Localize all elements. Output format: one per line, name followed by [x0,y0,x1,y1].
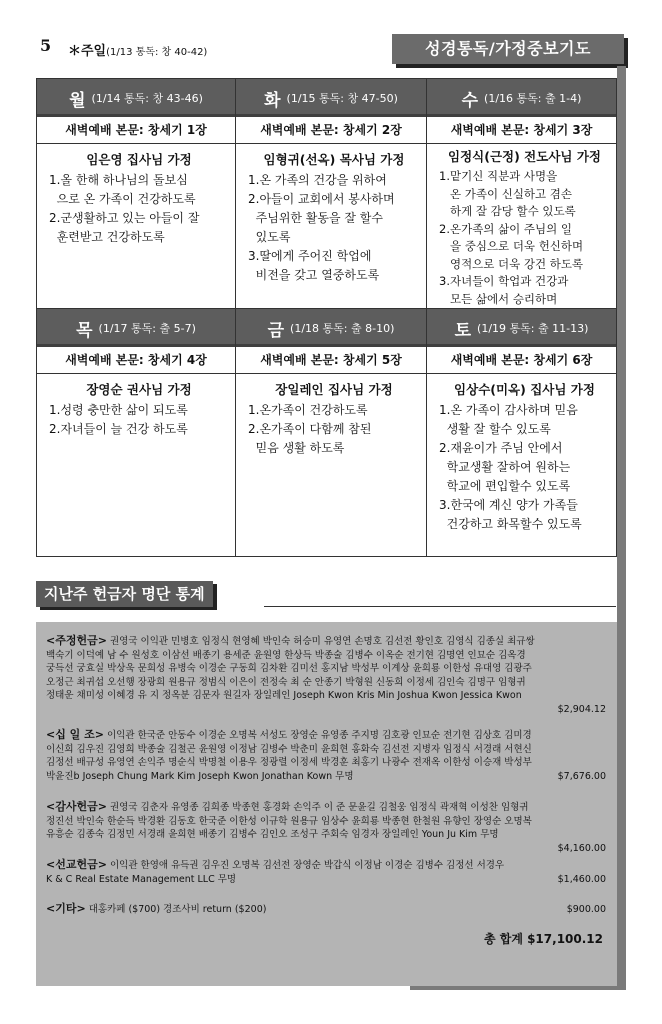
offering-section-title: 지난주 헌금자 명단 통계 [36,581,213,607]
day-reading: (1/17 통독: 출 5-7) [98,322,196,335]
prayer-item: 으로 온 가족이 건강하도록 [49,192,196,206]
prayer-item: 2.온가족의 삶이 주님의 일 [439,221,573,236]
prayer-item: 1.온 가족이 감사하며 믿음 [439,403,578,417]
offering-group-other [46,902,606,917]
donor-line: 오정근 최귀섭 오선행 장광희 원용규 정범식 이은이 전정숙 최 순 안종기 박형원 신동희 이정세 김인숙 김명구 임형귀 [46,676,526,688]
prayer-item: 2.자녀들이 늘 건강 하도록 [49,422,188,436]
prayer-item: 2.온가족이 다함께 참된 [248,422,372,436]
offering-label: <기타> [46,902,86,915]
prayer-item: 있도록 [248,230,291,244]
offering-total: $900.00 [566,904,606,915]
offering-label: <감사헌금> [46,800,107,813]
prayer-body [236,144,426,285]
day-header [427,309,616,347]
family-name: 임정식(근정) 전도사님 가정 [448,149,601,164]
prayer-item: 학교에 편입할수 있도록 [439,479,571,493]
donor-line: 김정선 배규성 유영연 손익주 명순식 박명철 이용우 정광렬 이정세 박경훈 최홍기 나광수 전재옥 이한성 이승재 박성부 [46,757,532,769]
day-name: 수 [461,90,479,111]
prayer-body [427,374,616,534]
day-reading: (1/19 통독: 출 11-13) [477,322,589,335]
day-reading: (1/14 통독: 창 43-46) [91,92,203,105]
offering-group-thanks [46,800,606,855]
offering-list-box [36,622,617,986]
page-number: 5 [40,36,52,55]
prayer-item: 1.맡기신 직분과 사명을 [439,169,558,183]
prayer-item: 3.자녀들이 학업과 건강과 [439,274,569,288]
prayer-body [427,144,616,326]
donor-line: 박윤진b Joseph Chung Mark Kim Joseph Kwon Jonathan Kown 무명 [46,770,354,782]
day-card-mon [37,79,236,309]
sunday-reading-line [68,40,207,59]
day-card-wed [427,79,617,309]
prayer-item: 주님위한 활동을 잘 할수 [248,211,383,225]
prayer-item: 2.군생활하고 있는 아들이 잘 [49,211,200,225]
family-name: 임형귀(선옥) 목사님 가정 [263,152,405,167]
day-header [236,79,426,117]
family-name: 장영순 권사님 가정 [86,382,192,397]
prayer-item: 3.한국에 계신 양가 가족들 [439,498,578,512]
offering-total: $1,460.00 [557,873,606,885]
prayer-item: 건강하고 화목할수 있도록 [439,517,582,531]
day-header [37,79,235,117]
prayer-item: 훈련받고 건강하도록 [49,230,165,244]
offering-label: <주정헌금> [46,634,107,647]
frame-right-bar [617,66,626,986]
donor-line: 대홍카페 ($700) 경조사비 return ($200) [88,904,267,915]
offering-total: $4,160.00 [557,842,606,854]
family-name: 임은영 집사님 가정 [86,152,192,167]
day-reading: (1/15 통독: 창 47-50) [286,92,398,105]
prayer-item: 모든 삶에서 승리하며 [439,291,558,306]
prayer-item: 2.재윤이가 주님 안에서 [439,441,563,455]
day-name: 화 [264,90,281,111]
donor-line: 정태운 채미성 이혜경 유 지 정옥분 김문자 원길자 장일레인 Joseph Kwon Kris Min Joshua Kwon Jessica Kwon [46,690,522,702]
donor-line: 궁득선 궁효실 박상욱 문희성 유병숙 이경순 구동희 김차환 김미선 홍지남 박성부 이계상 윤희룡 이한성 유대영 김광주 [46,663,532,675]
donor-line: 이신희 김우진 김영희 박종술 김철곤 윤원영 이정남 김병수 박춘미 윤희현 홍화숙 김선전 지병자 임정식 서경래 서현신 [46,743,532,755]
prayer-item: 1.온 가족의 건강을 위하여 [248,173,387,187]
donor-line: K & C Real Estate Management LLC 무명 [46,873,237,885]
prayer-body [37,144,235,247]
offering-row [46,800,606,815]
day-header [427,79,616,117]
prayer-item: 1.올 한해 하나님의 돌보심 [49,173,188,187]
offering-row [46,858,606,873]
sunday-label: ＊주일 [68,44,107,59]
day-name: 월 [69,90,86,111]
family-name: 임상수(미옥) 집사님 가정 [454,382,595,397]
day-header [236,309,426,347]
sunday-reading: (1/13 통독: 창 40-42) [106,47,208,58]
offering-group-tithe [46,728,606,783]
offering-group-tithe-weekly [46,634,606,717]
prayer-body [236,374,426,458]
prayer-body [37,374,235,439]
donor-line: 이익관 한영애 유득권 김우진 오명복 김선전 장영순 박갑식 이정남 이경순 김병수 김정선 서경우 [109,860,505,871]
sermon-text: 새벽예배 본문: 창세기 3장 [427,117,616,144]
prayer-item: 믿음 생활 하도록 [248,441,345,455]
day-name: 목 [76,320,93,341]
sermon-text: 새벽예배 본문: 창세기 2장 [236,117,426,144]
donor-line: 유흥순 김종숙 김정민 서경래 윤희현 배종기 김병수 김인오 조성구 주회숙 임경자 장일레인 Youn Ju Kim 무명 [46,829,499,841]
donor-line: 권영국 김춘자 유영종 김희종 박종현 홍경화 손익주 이 준 문윤길 김철웅 임정식 곽재혁 이성찬 임형귀 [109,802,529,813]
offering-row [46,728,606,743]
offering-label: <십 일 조> [46,728,104,741]
prayer-item: 비전을 갖고 열중하도록 [248,268,380,282]
sermon-text: 새벽예배 본문: 창세기 5장 [236,347,426,374]
day-card-sat [427,309,617,557]
donor-line: 권영국 이익관 민병호 임정식 현영혜 박인숙 허승미 유영연 손명호 김선전 황인호 김영식 김종실 최규쌍 [109,636,535,647]
day-name: 금 [267,320,285,341]
donor-line: 정진선 박인숙 한순득 박경환 김동호 한국준 이한성 이규학 원용규 임상수 윤희룡 박종현 한철원 유향인 장영순 오명복 [46,815,532,827]
prayer-item: 2.아들이 교회에서 봉사하며 [248,192,395,206]
frame-bottom-bar [410,986,626,990]
donor-line: 이익관 한국준 안동수 이경순 오명복 서성도 장영순 유영종 주지명 김호광 인묘순 전기현 김상호 김미경 [107,730,532,741]
offering-label: <선교헌금> [46,858,107,871]
prayer-item: 하게 잘 감당 할수 있도록 [439,204,576,218]
day-reading: (1/18 통독: 출 8-10) [290,322,395,335]
prayer-item: 3.딸에게 주어진 학업에 [248,249,372,263]
donor-line: 백숙기 이덕예 남 수 원성호 이삼선 배종기 용세준 윤원영 한상득 박종술 김병수 이옥순 전기현 김명연 인묘순 김옥경 [46,649,526,661]
day-card-thu [37,309,236,557]
prayer-schedule-grid [36,78,617,557]
grand-total: 총 합계 $17,100.12 [483,932,603,946]
day-card-tue [236,79,427,309]
prayer-item: 학교생활 잘하여 원하는 [439,460,571,474]
sermon-text: 새벽예배 본문: 창세기 4장 [37,347,235,374]
sermon-text: 새벽예배 본문: 창세기 1장 [37,117,235,144]
offering-row [46,634,606,649]
day-card-fri [236,309,427,557]
offering-total: $2,904.12 [557,703,606,715]
day-name: 토 [454,320,472,341]
offering-total: $7,676.00 [557,770,606,782]
section-divider [264,606,616,607]
offering-group-mission [46,858,606,886]
prayer-item: 1.성령 충만한 삶이 되도록 [49,403,188,417]
prayer-item: 영적으로 더욱 강건 하도록 [439,256,584,271]
prayer-item: 을 중심으로 더욱 헌신하며 [439,239,584,253]
prayer-item: 생활 잘 할수 있도록 [439,422,551,436]
prayer-item: 온 가족이 신실하고 겸손 [439,186,573,201]
page-title: 성경통독/가정중보기도 [392,34,624,64]
day-header [37,309,235,347]
day-reading: (1/16 통독: 출 1-4) [484,92,582,105]
prayer-item: 1.온가족이 건강하도록 [248,403,368,417]
family-name: 장일레인 집사님 가정 [275,382,393,397]
sermon-text: 새벽예배 본문: 창세기 6장 [427,347,616,374]
